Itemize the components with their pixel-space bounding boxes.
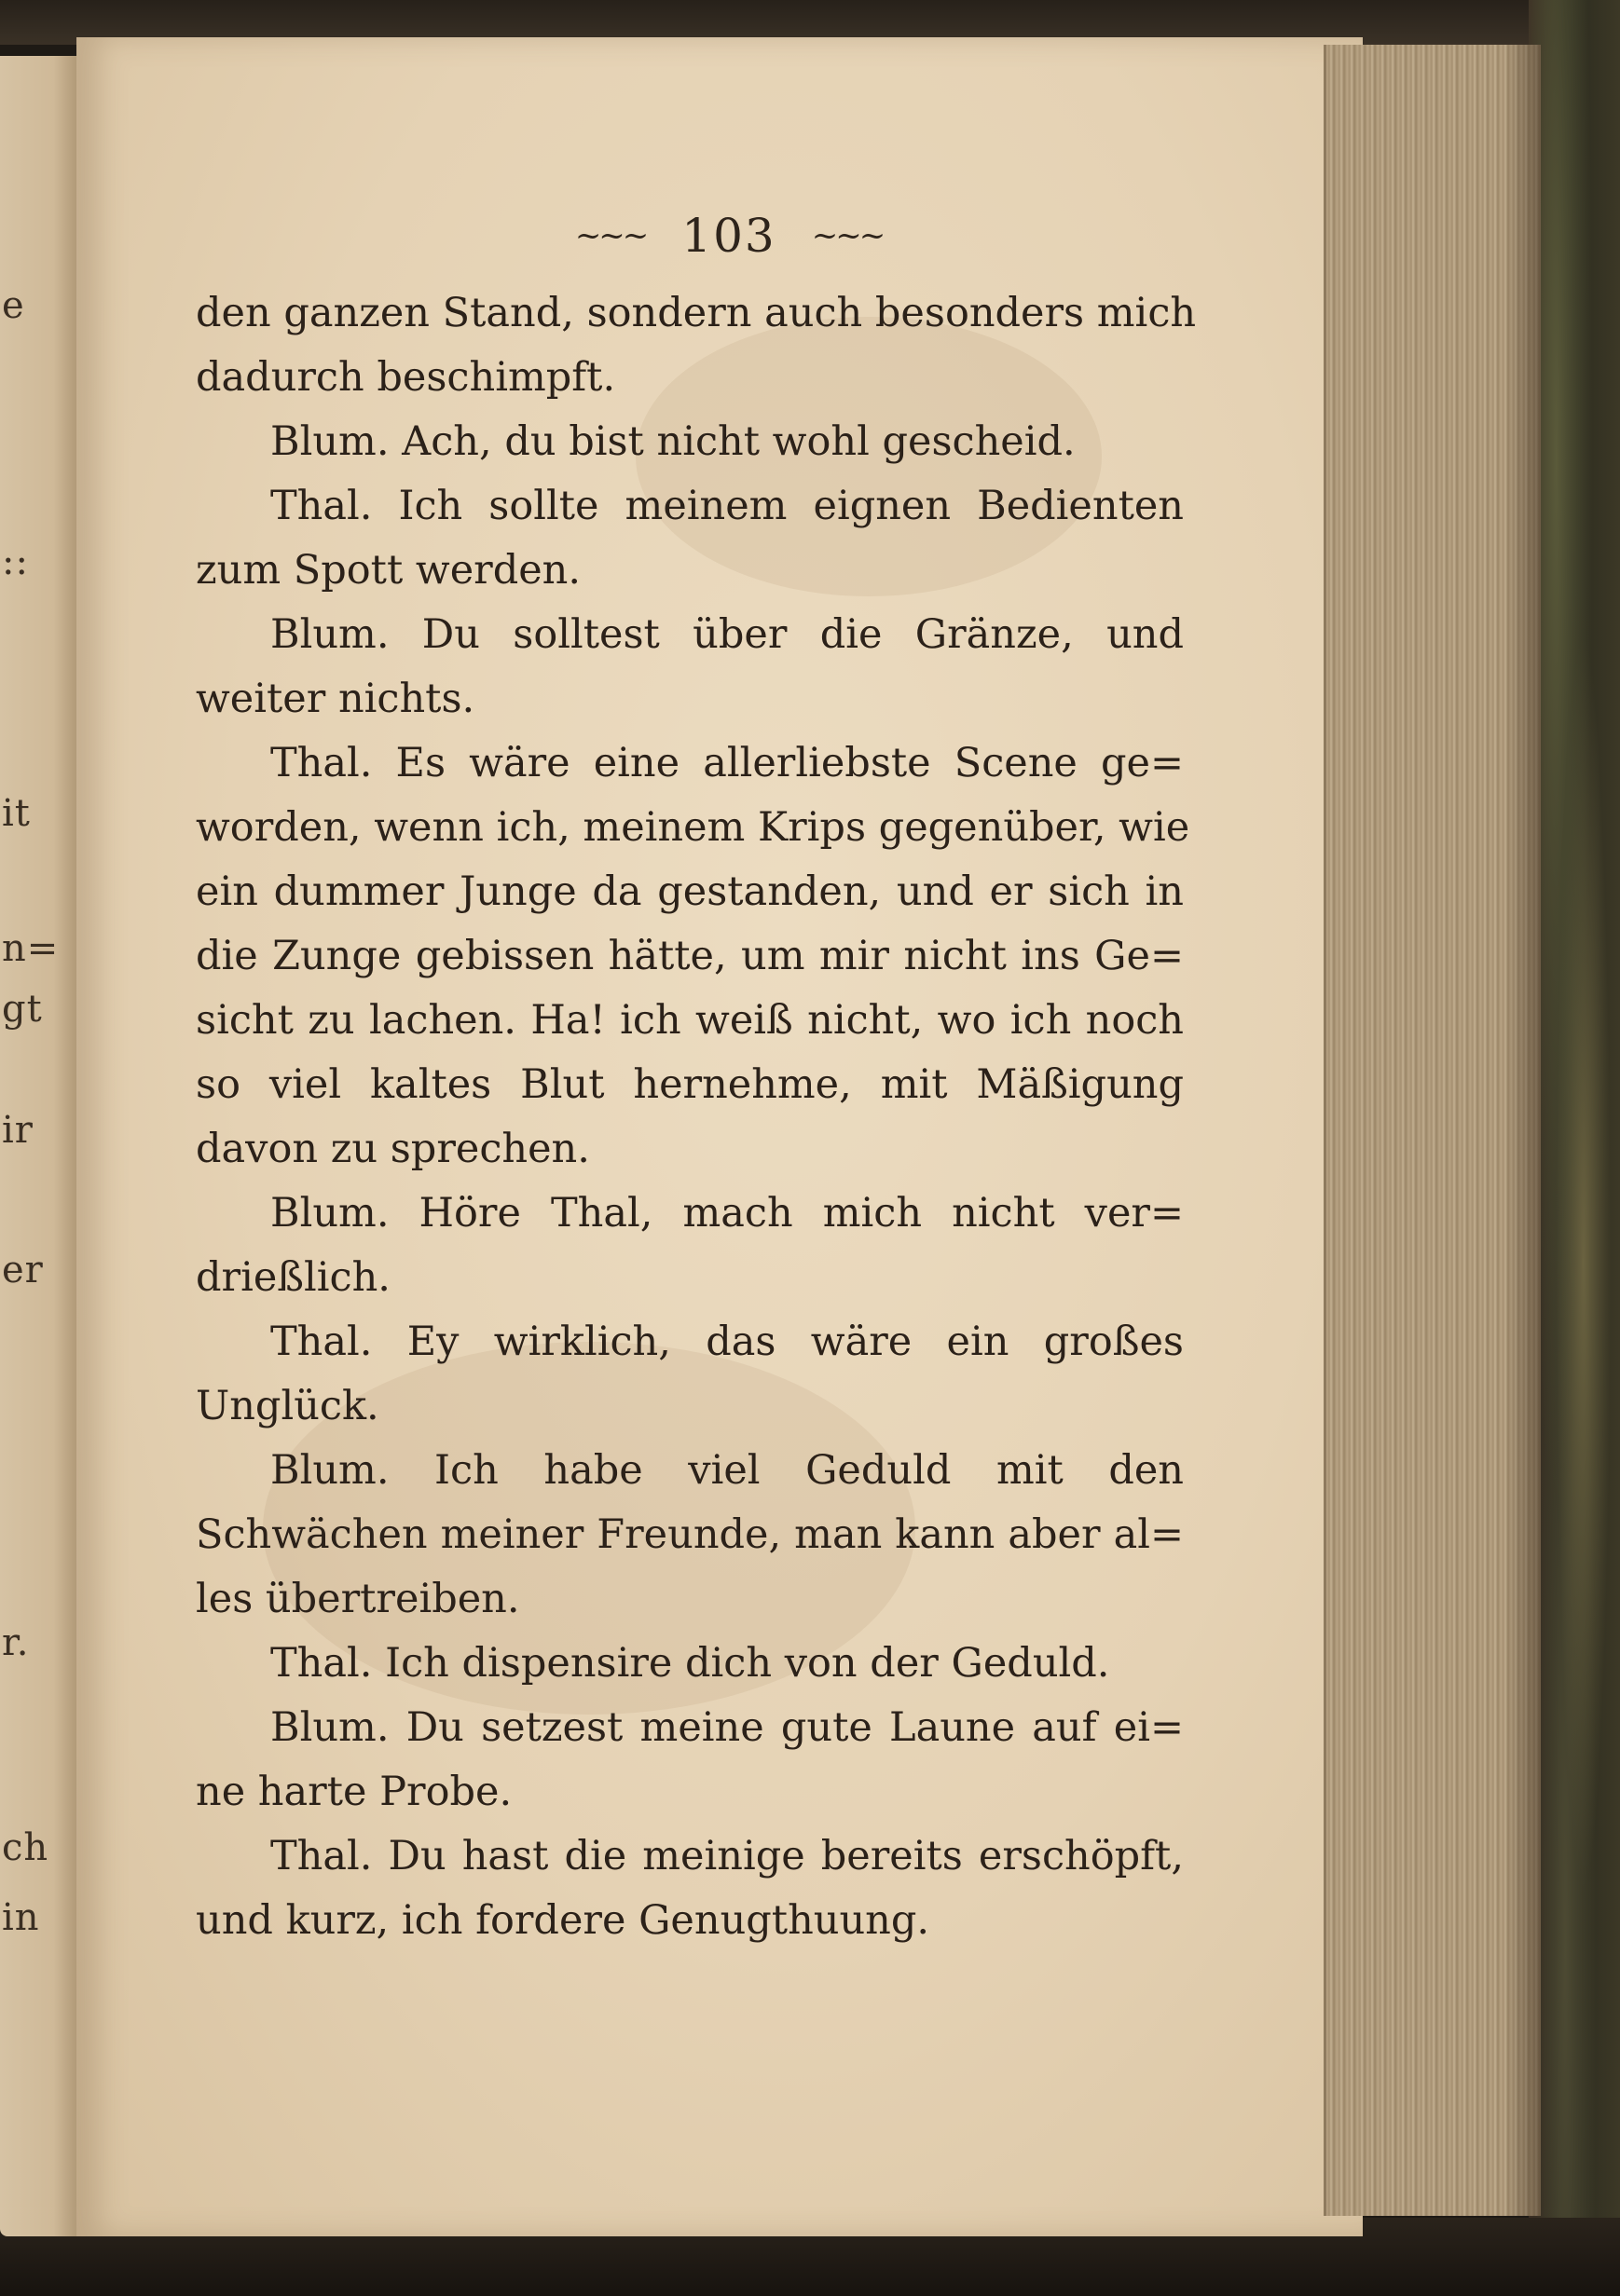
text-line-content: dadurch beschimpft. bbox=[196, 354, 616, 401]
text-line bbox=[196, 603, 1184, 667]
text-line-content: zum Spott werden. bbox=[196, 547, 582, 594]
text-line bbox=[196, 1503, 1184, 1567]
text-line-content: Thal. Ich sollte meinem eignen Bedienten bbox=[270, 483, 1184, 529]
text-line-content: Unglück. bbox=[196, 1383, 379, 1429]
text-line bbox=[196, 1632, 1184, 1696]
text-line bbox=[196, 1310, 1184, 1374]
page-block-edges bbox=[1324, 45, 1541, 2216]
page-number: 103 bbox=[681, 209, 776, 263]
previous-page-fragment: ir bbox=[2, 1109, 34, 1152]
header-ornament-right: ~~~ bbox=[811, 217, 884, 254]
book-page bbox=[76, 37, 1363, 2236]
text-line-content: les übertreiben. bbox=[196, 1576, 520, 1622]
text-line bbox=[196, 1696, 1184, 1760]
previous-page-fragment: gt bbox=[2, 988, 43, 1031]
text-line-content: weiter nichts. bbox=[196, 676, 475, 722]
text-line-content: sicht zu lachen. Ha! ich weiß nicht, wo ich noch bbox=[196, 997, 1184, 1044]
text-line-content: Blum. Du solltest über die Gränze, und bbox=[270, 611, 1184, 658]
text-line-content: drießlich. bbox=[196, 1254, 391, 1301]
text-line bbox=[196, 1824, 1184, 1889]
previous-page-fragment: er bbox=[2, 1249, 44, 1292]
text-line bbox=[196, 1567, 1184, 1632]
text-line bbox=[196, 989, 1184, 1053]
previous-page-fragment: in bbox=[2, 1896, 40, 1939]
text-line-content: und kurz, ich fordere Genugthuung. bbox=[196, 1897, 930, 1944]
text-line-content: die Zunge gebissen hätte, um mir nicht ins Ge= bbox=[196, 933, 1184, 979]
previous-page-fragment: r. bbox=[2, 1621, 30, 1664]
previous-page-fragment: ch bbox=[2, 1826, 49, 1869]
text-line bbox=[196, 1117, 1184, 1182]
previous-page-fragment: it bbox=[2, 792, 31, 835]
text-line-content: ne harte Probe. bbox=[196, 1769, 513, 1815]
text-line bbox=[196, 1889, 1184, 1953]
previous-page-fragment: n= bbox=[2, 927, 60, 970]
text-line bbox=[196, 474, 1184, 539]
text-line bbox=[196, 667, 1184, 731]
text-line bbox=[196, 1374, 1184, 1439]
text-line bbox=[196, 1182, 1184, 1246]
text-line bbox=[196, 1760, 1184, 1824]
text-line bbox=[196, 796, 1190, 860]
text-line-content: Thal. Es wäre eine allerliebste Scene ge= bbox=[270, 740, 1184, 786]
text-line-content: Thal. Ich dispensire dich von der Geduld. bbox=[270, 1640, 1110, 1687]
text-line bbox=[196, 731, 1184, 796]
text-line bbox=[196, 1053, 1184, 1117]
text-line-content: so viel kaltes Blut hernehme, mit Mäßigung bbox=[196, 1061, 1184, 1108]
page-header bbox=[496, 209, 962, 263]
text-line bbox=[196, 539, 1184, 603]
text-line bbox=[196, 860, 1184, 924]
text-line-content: Blum. Höre Thal, mach mich nicht ver= bbox=[270, 1190, 1184, 1237]
previous-page-fragment: e bbox=[2, 284, 25, 327]
text-line bbox=[196, 410, 1184, 474]
previous-page-edge bbox=[0, 56, 76, 2236]
header-ornament-left: ~~~ bbox=[574, 217, 647, 254]
text-line-content: Schwächen meiner Freunde, man kann aber al= bbox=[196, 1511, 1184, 1558]
text-line-content: Thal. Ey wirklich, das wäre ein großes bbox=[270, 1319, 1184, 1365]
text-line bbox=[196, 1439, 1184, 1503]
text-line bbox=[196, 281, 1197, 346]
text-line-content: worden, wenn ich, meinem Krips gegenüber, wie bbox=[196, 804, 1190, 851]
previous-page-fragment: :: bbox=[2, 540, 29, 583]
page-text-block bbox=[196, 281, 1197, 1953]
text-line-content: Blum. Du setzest meine gute Laune auf ei= bbox=[270, 1704, 1184, 1751]
text-line-content: davon zu sprechen. bbox=[196, 1126, 590, 1172]
text-line bbox=[196, 924, 1184, 989]
text-line-content: Blum. Ich habe viel Geduld mit den bbox=[270, 1447, 1184, 1494]
text-line bbox=[196, 1246, 1184, 1310]
text-line-content: ein dummer Junge da gestanden, und er sich in bbox=[196, 868, 1184, 915]
text-line-content: Blum. Ach, du bist nicht wohl gescheid. bbox=[270, 418, 1076, 465]
text-line-content: den ganzen Stand, sondern auch besonders mich bbox=[196, 290, 1197, 336]
book-cover-marbled bbox=[1529, 0, 1620, 2296]
text-line bbox=[196, 346, 1184, 410]
text-line-content: Thal. Du hast die meinige bereits erschöpft, bbox=[270, 1833, 1184, 1879]
